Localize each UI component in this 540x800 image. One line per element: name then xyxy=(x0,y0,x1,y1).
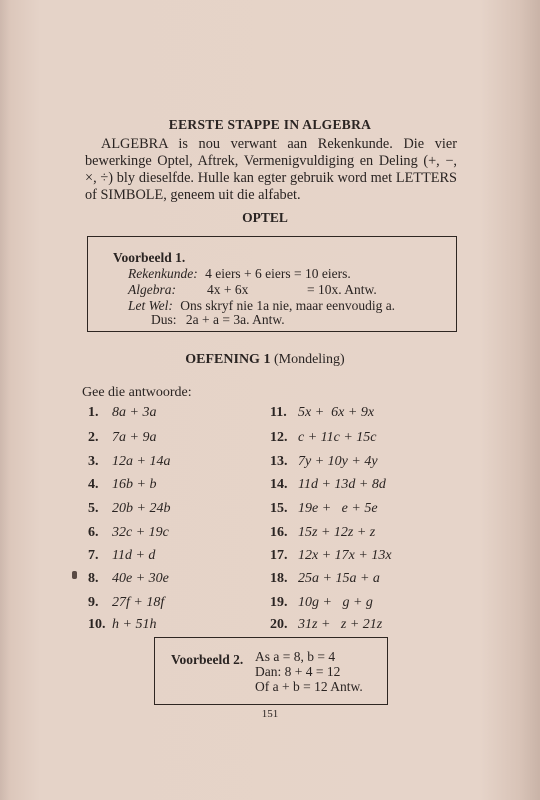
exercise-item-expression: 27f + 18f xyxy=(112,595,165,610)
rekenkunde-label: Rekenkunde: xyxy=(128,266,198,281)
exercise-item-number: 1. xyxy=(88,405,99,420)
exercise-item xyxy=(270,525,375,541)
exercise-item-expression: c + 11c + 15c xyxy=(298,430,377,445)
exercise-item xyxy=(270,501,378,517)
exercise-item xyxy=(88,501,170,517)
exercise-item-expression: 12a + 14a xyxy=(112,454,171,469)
exercise-item-number: 17. xyxy=(270,548,288,563)
exercise-item-expression: 19e + e + 5e xyxy=(298,501,378,516)
exercise-item-number: 16. xyxy=(270,525,288,540)
algebra-label: Algebra: xyxy=(128,282,176,297)
exercise-item-expression: 7y + 10y + 4y xyxy=(298,454,378,469)
ink-mark xyxy=(72,571,77,579)
intro-paragraph xyxy=(85,136,457,204)
exercise-item xyxy=(88,571,169,587)
exercise-item xyxy=(88,454,170,470)
exercise-item-expression: 20b + 24b xyxy=(112,501,171,516)
exercise-item xyxy=(270,430,377,446)
exercise-item-expression: h + 51h xyxy=(112,617,157,632)
exercise-item xyxy=(88,405,156,421)
exercise-item-number: 3. xyxy=(88,454,99,469)
example-2-line-3: Of a + b = 12 Antw. xyxy=(255,679,363,694)
exercise-item-number: 5. xyxy=(88,501,99,516)
exercise-heading xyxy=(0,352,530,368)
example-2-box xyxy=(154,637,388,705)
exercise-item xyxy=(270,477,386,493)
example-2-label: Voorbeeld 2. xyxy=(171,652,244,667)
exercise-item-expression: 7a + 9a xyxy=(112,430,157,445)
letwel-text: Ons skryf nie 1a nie, maar eenvoudig a. xyxy=(180,298,396,313)
exercise-heading-bold: OEFENING 1 xyxy=(185,352,271,367)
exercise-item-expression: 5x + 6x + 9x xyxy=(298,405,375,420)
rekenkunde-text: 4 eiers + 6 eiers = 10 eiers. xyxy=(205,266,351,281)
exercise-item-number: 8. xyxy=(88,571,99,586)
exercise-item-expression: 11d + 13d + 8d xyxy=(298,477,386,492)
exercise-item-number: 2. xyxy=(88,430,99,445)
exercise-item-number: 11. xyxy=(270,405,287,420)
exercise-instruction: Gee die antwoorde: xyxy=(82,385,192,400)
exercise-item xyxy=(270,548,392,564)
exercise-item-expression: 8a + 3a xyxy=(112,405,157,420)
example-1-rekenkunde-row xyxy=(128,266,351,282)
example-1-dus-row xyxy=(128,312,285,328)
section-heading-optel: OPTEL xyxy=(242,210,288,225)
example-1-box xyxy=(87,236,457,332)
exercise-item xyxy=(270,571,380,587)
exercise-item-expression: 10g + g + g xyxy=(298,595,373,610)
exercise-item-number: 12. xyxy=(270,430,288,445)
algebra-expr: 4x + 6x xyxy=(207,282,249,297)
exercise-item-expression: 31z + z + 21z xyxy=(298,617,383,632)
example-2-line-2: Dan: 8 + 4 = 12 xyxy=(255,664,341,679)
exercise-item-number: 4. xyxy=(88,477,99,492)
exercise-item-expression: 25a + 15a + a xyxy=(298,571,380,586)
letwel-label: Let Wel: xyxy=(128,298,173,313)
exercise-item-expression: 16b + b xyxy=(112,477,157,492)
intro-text: ALGEBRA is nou verwant aan Rekenkunde. Die vier bewerkinge Optel, Aftrek, Vermenigvuldiging en Deling (+, −, ×, ÷) bly dieselfde. Hulle kan egter gebruik word met LETTERS of SIMBOLE, geneem uit die alfabet. xyxy=(85,136,457,203)
page-number: 151 xyxy=(261,708,279,720)
exercise-item xyxy=(88,525,169,541)
example-1-algebra-row xyxy=(128,282,377,298)
exercise-item-number: 19. xyxy=(270,595,288,610)
exercise-item-number: 20. xyxy=(270,617,288,632)
exercise-item-number: 9. xyxy=(88,595,99,610)
exercise-item xyxy=(270,595,373,611)
exercise-heading-rest: (Mondeling) xyxy=(273,352,345,367)
exercise-item xyxy=(270,454,378,470)
exercise-item xyxy=(88,430,156,446)
exercise-item-number: 6. xyxy=(88,525,99,540)
exercise-item xyxy=(88,548,155,564)
example-2-line-1: As a = 8, b = 4 xyxy=(255,649,336,664)
exercise-item-expression: 11d + d xyxy=(112,548,156,563)
exercise-item-number: 15. xyxy=(270,501,288,516)
example-1-label: Voorbeeld 1. xyxy=(113,250,186,265)
exercise-item-number: 7. xyxy=(88,548,99,563)
exercise-item xyxy=(88,595,164,611)
exercise-item-expression: 40e + 30e xyxy=(112,571,169,586)
exercise-item-expression: 12x + 17x + 13x xyxy=(298,548,392,563)
algebra-result: = 10x. Antw. xyxy=(307,282,377,297)
dus-text: 2a + a = 3a. Antw. xyxy=(185,312,285,327)
exercise-item-number: 14. xyxy=(270,477,288,492)
exercise-item-expression: 32c + 19c xyxy=(112,525,169,540)
exercise-item-number: 18. xyxy=(270,571,288,586)
exercise-item-expression: 15z + 12z + z xyxy=(298,525,376,540)
page-title: EERSTE STAPPE IN ALGEBRA xyxy=(168,117,372,132)
exercise-item-number: 10. xyxy=(88,617,106,632)
exercise-item xyxy=(270,617,382,633)
exercise-item xyxy=(88,617,156,633)
exercise-item xyxy=(270,405,374,421)
dus-label: Dus: xyxy=(151,312,177,327)
exercise-item-number: 13. xyxy=(270,454,288,469)
exercise-item xyxy=(88,477,156,493)
